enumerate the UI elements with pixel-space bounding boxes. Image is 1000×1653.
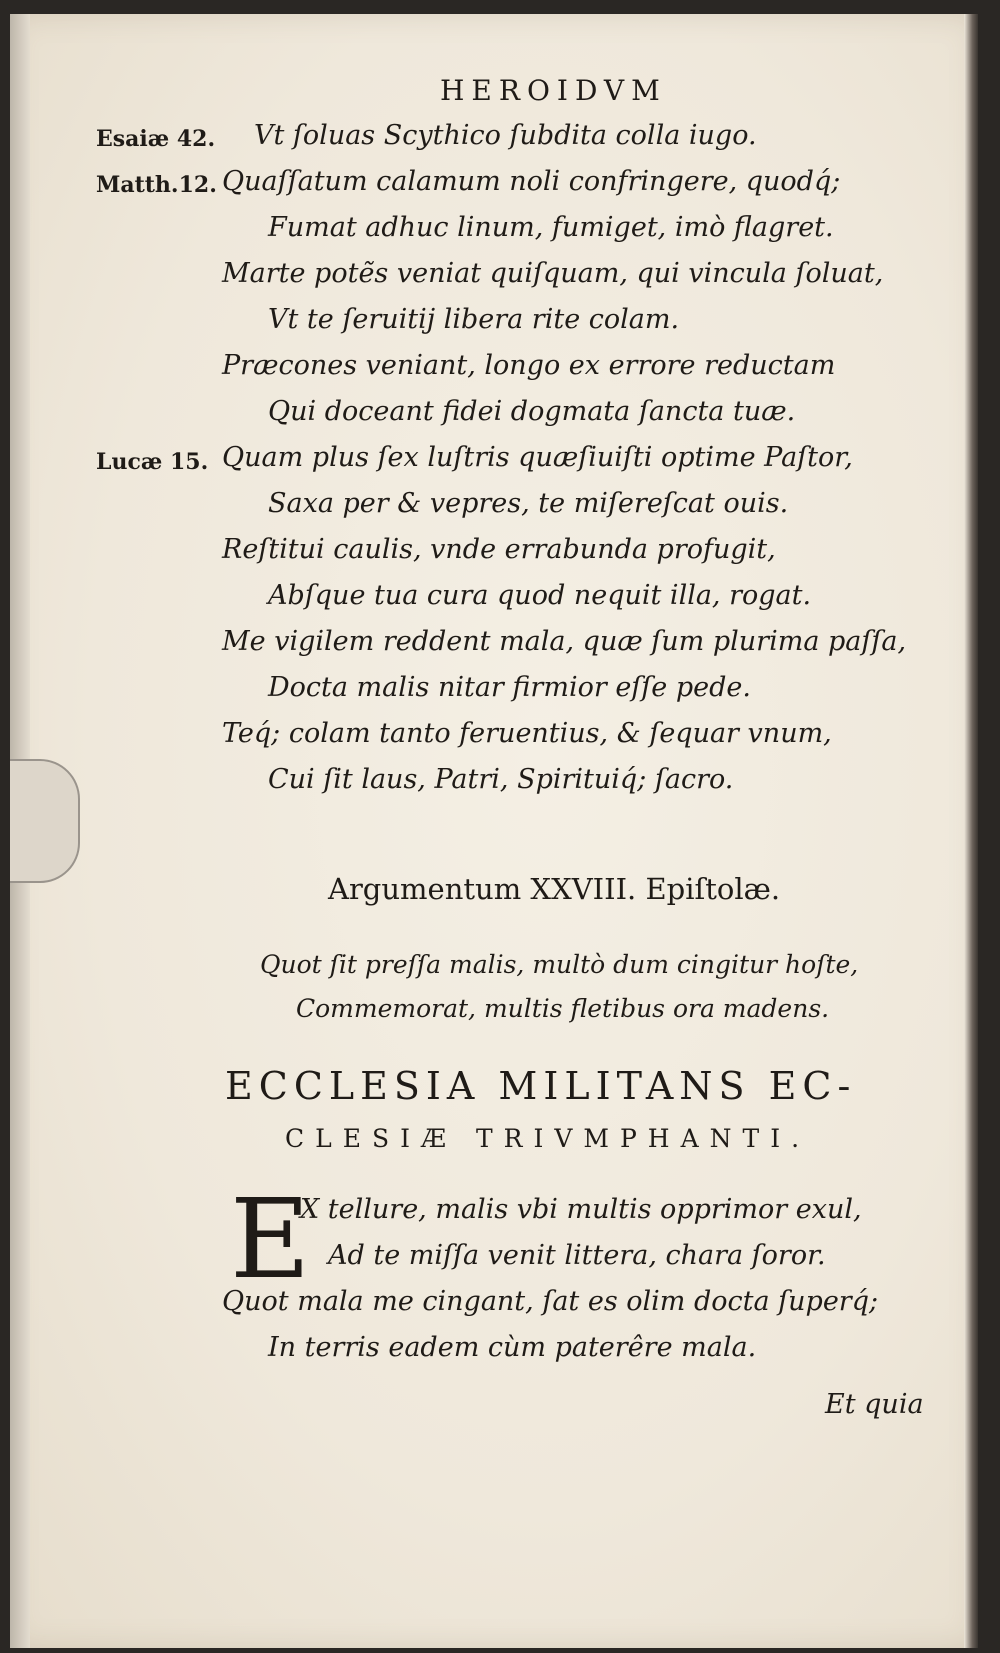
epistle-title-line1: ECCLESIA MILITANS EC- [225,1064,857,1108]
verse-line: Ad te miſſa venit littera, chara ſoror. [328,1240,826,1271]
verse-line: Quam plus ſex luſtris quæſiuiſti optime Paſtor, [222,442,853,473]
verse-line: X tellure, malis vbi multis opprimor exul, [300,1194,862,1225]
verse-line: Saxa per & vepres, te miſereſcat ouis. [268,488,789,519]
verse-line: Marte potẽs veniat quiſquam, qui vincula ſoluat, [222,258,884,289]
page-edge [964,14,978,1648]
running-header: HEROIDVM [440,74,667,107]
verse-line: Fumat adhuc linum, fumiget, imò flagret. [268,212,834,243]
verse-line: Quot mala me cingant, ſat es olim docta ſuperq́; [222,1286,879,1317]
verse-line: Cui ſit laus, Patri, Spirituiq́; ſacro. [268,764,734,795]
margin-note-esaiae: Esaiæ 42. [96,126,216,152]
verse-line: Abſque tua cura quod nequit illa, rogat. [268,580,812,611]
verse-line: Reſtitui caulis, vnde errabunda profugit, [222,534,776,565]
argument-heading: Argumentum XXVIII. Epiſtolæ. [328,872,781,906]
argument-line: Commemorat, multis fletibus ora madens. [296,994,830,1023]
verse-line: In terris eadem cùm paterêre mala. [268,1332,757,1363]
epistle-title-line2: CLESIÆ TRIVMPHANTI. [285,1124,811,1153]
page-clip-tab [10,759,80,883]
verse-line: Teq́; colam tanto feruentius, & ſequar vnum, [222,718,832,749]
argument-line: Quot ſit preſſa malis, multò dum cingitur hoſte, [260,950,859,979]
verse-line: Quaſſatum calamum noli confringere, quodq́; [222,166,841,197]
verse-line: Vt ſoluas Scythico ſubdita colla iugo. [254,120,757,151]
drop-capital: E [230,1175,311,1303]
verse-line: Me vigilem reddent mala, quæ ſum plurima paſſa, [222,626,907,657]
margin-note-matth: Matth.12. [96,172,217,198]
verse-line: Vt te ſeruitij libera rite colam. [268,304,680,335]
book-page [10,14,978,1648]
margin-note-lucae: Lucæ 15. [96,449,209,475]
catchword: Et quia [825,1389,924,1420]
verse-line: Qui doceant fidei dogmata ſancta tuæ. [268,396,796,427]
verse-line: Præcones veniant, longo ex errore reductam [222,350,836,381]
verse-line: Docta malis nitar firmior eſſe pede. [268,672,751,703]
